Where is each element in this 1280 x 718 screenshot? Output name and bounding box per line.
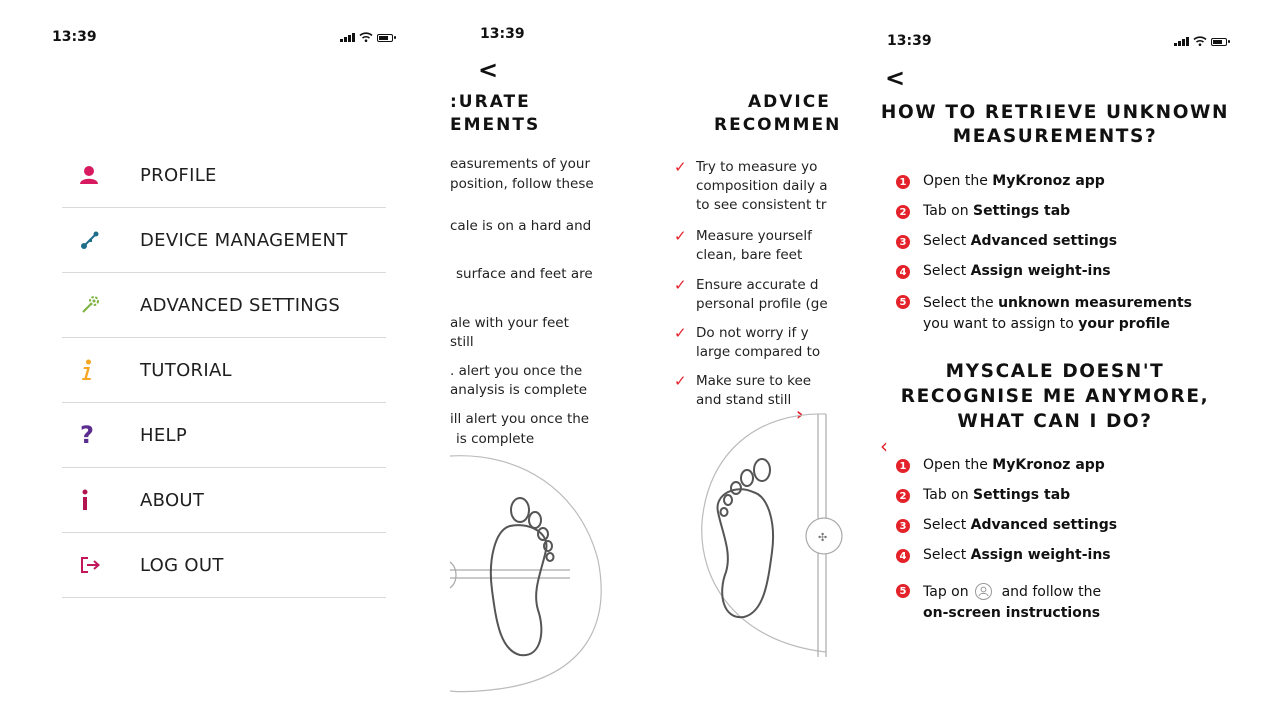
advice-text: Measure yourself (696, 228, 812, 244)
menu-label: TUTORIAL (140, 359, 232, 381)
text-line: ill alert you once the (450, 411, 590, 427)
section-title-retrieve-line-2: MEASUREMENTS? (952, 126, 1158, 147)
battery-icon (377, 34, 393, 42)
advice-text: clean, bare feet (696, 247, 803, 263)
menu-label: PROFILE (140, 164, 217, 186)
advice-text: Do not worry if y (696, 325, 809, 341)
menu-screen (0, 0, 430, 718)
foot-icon (718, 459, 774, 617)
section-title-retrieve-line-1: HOW TO RETRIEVE UNKNOWN (880, 102, 1230, 123)
prev-arrow-icon[interactable]: ‹ (880, 434, 888, 458)
text-line: analysis is complete (450, 382, 588, 398)
scale-illustration (668, 412, 828, 662)
menu-item-advanced-settings[interactable] (62, 273, 386, 338)
menu-label: DEVICE MANAGEMENT (140, 229, 348, 251)
step-text: Open the MyKronoz app (923, 457, 1105, 473)
step-number: 2 (896, 205, 910, 219)
advice-text: Ensure accurate d (696, 277, 819, 293)
text-line: ale with your feet (450, 315, 569, 331)
check-icon: ✓ (674, 227, 687, 245)
step-item (896, 293, 1192, 335)
status-icons (340, 32, 393, 42)
title-line-2: EMENTS (450, 115, 541, 135)
signal-icon (1174, 37, 1189, 46)
advanced-settings-icon (62, 295, 140, 315)
step-item (896, 547, 1111, 563)
title-line-1: ADVICE (748, 92, 831, 112)
next-arrow-icon[interactable]: › (796, 404, 804, 425)
step-number: 3 (896, 235, 910, 249)
status-time: 13:39 (887, 33, 932, 49)
menu-label: ABOUT (140, 489, 205, 511)
back-button[interactable]: < (885, 64, 906, 92)
step-item (896, 582, 1101, 624)
advice-text: Try to measure yo (696, 159, 818, 175)
step-item (896, 517, 1117, 533)
step-text: Tab on Settings tab (923, 203, 1071, 219)
title-line-1: :URATE (450, 92, 531, 112)
step-item (896, 173, 1105, 189)
menu-item-device-management[interactable] (62, 208, 386, 273)
advice-text: personal profile (ge (696, 296, 828, 312)
check-icon: ✓ (674, 372, 687, 390)
foot-icon (491, 498, 554, 655)
user-circle-icon (975, 583, 992, 600)
section-title-recognise-line-1: MYSCALE DOESN'T (945, 361, 1165, 382)
menu-label: LOG OUT (140, 554, 224, 576)
advice-text: large compared to (696, 344, 821, 360)
faq-screen (880, 0, 1240, 718)
menu-item-log-out[interactable] (62, 533, 386, 598)
step-number: 3 (896, 519, 910, 533)
svg-text:✣: ✣ (818, 531, 828, 544)
text-line: cale is on a hard and (450, 218, 592, 234)
step-number: 5 (896, 295, 910, 309)
text-line: position, follow these (450, 176, 594, 192)
text-line: still (450, 334, 474, 350)
signal-icon (340, 33, 355, 42)
logout-icon (62, 556, 140, 574)
wifi-icon (1193, 36, 1207, 46)
wifi-icon (359, 32, 373, 42)
advice-text: to see consistent tr (696, 197, 827, 213)
tutorial-icon (62, 359, 140, 381)
step-text: Select the unknown measurements you want to assign to your profile (923, 295, 1192, 332)
step-item (896, 457, 1105, 473)
step-number: 4 (896, 265, 910, 279)
menu-item-profile[interactable] (62, 143, 386, 208)
step-item (896, 487, 1070, 503)
menu-label: HELP (140, 424, 187, 446)
advice-text: composition daily a (696, 178, 828, 194)
device-management-icon (62, 230, 140, 250)
step-text: Select Advanced settings (923, 233, 1118, 249)
text-line: surface and feet are (456, 266, 593, 282)
status-time: 13:39 (480, 26, 525, 42)
text-line: easurements of your (450, 156, 591, 172)
step-number: 2 (896, 489, 910, 503)
advice-text: and stand still (696, 392, 792, 408)
step-number: 5 (896, 584, 910, 598)
menu-item-tutorial[interactable] (62, 338, 386, 403)
step-text: Select Advanced settings (923, 517, 1118, 533)
section-title-recognise-line-2: RECOGNISE ME ANYMORE, (900, 386, 1210, 407)
menu-list (62, 143, 386, 598)
step-number: 4 (896, 549, 910, 563)
profile-icon (62, 165, 140, 185)
step-text: Tab on Settings tab (923, 487, 1071, 503)
menu-item-about[interactable] (62, 468, 386, 533)
step-text: Select Assign weight-ins (923, 263, 1111, 279)
text-line: is complete (456, 431, 535, 447)
title-line-2: RECOMMEN (714, 115, 842, 135)
step-text: Open the MyKronoz app (923, 173, 1105, 189)
step-item (896, 233, 1117, 249)
step-item (896, 203, 1070, 219)
advice-text: Make sure to kee (696, 373, 812, 389)
step-number: 1 (896, 175, 910, 189)
text-line: . alert you once the (450, 363, 583, 379)
battery-icon (1211, 38, 1227, 46)
check-icon: ✓ (674, 324, 687, 342)
advice-screen (668, 0, 842, 718)
status-icons (1174, 36, 1227, 46)
help-icon: ? (80, 421, 94, 449)
step-text: Select Assign weight-ins (923, 547, 1111, 563)
scale-illustration (450, 450, 610, 718)
accurate-measurements-screen (450, 0, 610, 718)
menu-label: ADVANCED SETTINGS (140, 294, 341, 316)
step-item (896, 263, 1111, 279)
about-icon (62, 489, 140, 511)
check-icon: ✓ (674, 276, 687, 294)
step-number: 1 (896, 459, 910, 473)
section-title-recognise-line-3: WHAT CAN I DO? (957, 411, 1153, 432)
check-icon: ✓ (674, 158, 687, 176)
back-button[interactable]: < (478, 56, 499, 84)
step-text: Tap on and follow the on-screen instructions (923, 584, 1102, 621)
status-time: 13:39 (52, 29, 97, 45)
menu-item-help[interactable] (62, 403, 386, 468)
